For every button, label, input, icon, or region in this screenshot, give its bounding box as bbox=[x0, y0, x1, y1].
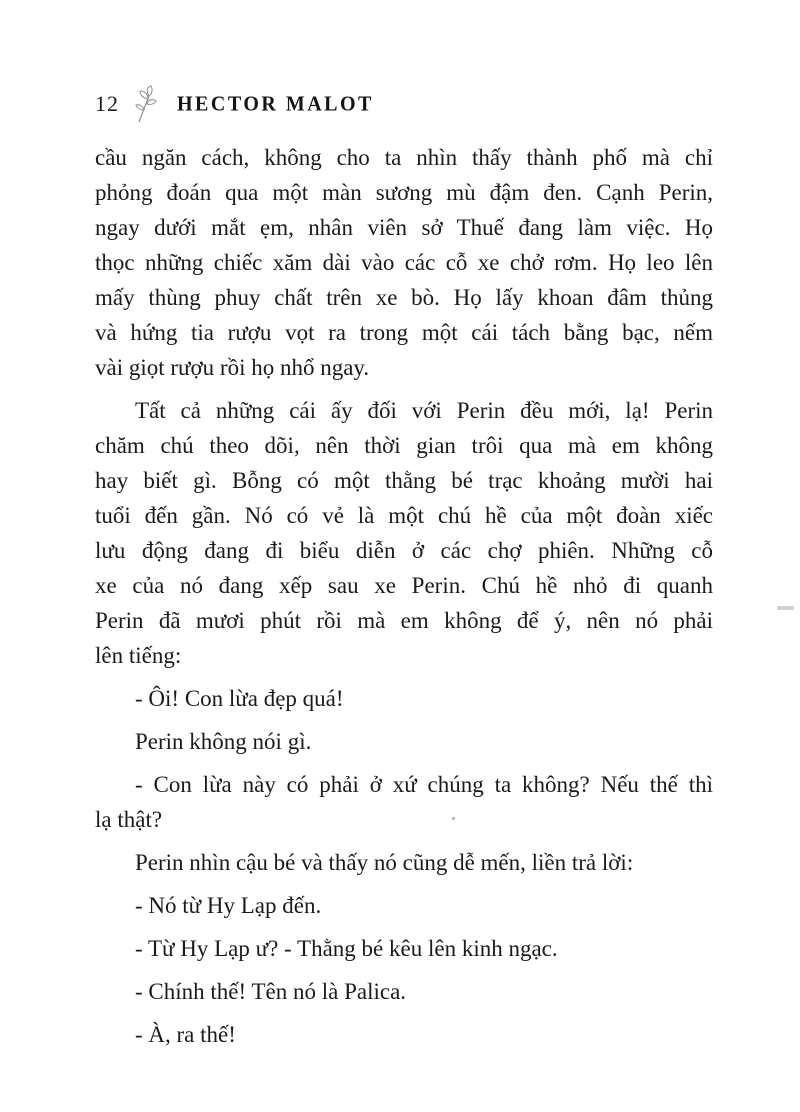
paragraph bbox=[95, 681, 713, 716]
text-line: - À, ra thế! bbox=[135, 1022, 236, 1047]
leaf-sprig-icon bbox=[133, 84, 159, 124]
text-line: vài giọt rượu rồi họ nhổ ngay. bbox=[95, 355, 370, 380]
paragraph bbox=[95, 845, 713, 880]
text-line: Perin nhìn cậu bé và thấy nó cũng dễ mến, liền trả lời: bbox=[135, 850, 634, 875]
text-line: và hứng tia rượu vọt ra trong một cái tách bằng bạc, nếm bbox=[95, 320, 713, 345]
text-line: cầu ngăn cách, không cho ta nhìn thấy thành phố mà chỉ bbox=[95, 145, 713, 170]
text-line: thọc những chiếc xăm dài vào các cỗ xe chở rơm. Họ leo lên bbox=[95, 250, 713, 275]
header-author-title: HECTOR MALOT bbox=[177, 91, 374, 116]
text-line: lưu động đang đi biểu diễn ở các chợ phiên. Những cỗ bbox=[95, 538, 713, 563]
paragraph bbox=[95, 888, 713, 923]
body-text bbox=[95, 140, 713, 1052]
text-line: xe của nó đang xếp sau xe Perin. Chú hề nhỏ đi quanh bbox=[95, 573, 713, 598]
text-line: - Nó từ Hy Lạp đến. bbox=[135, 893, 322, 918]
scan-artifact-dot bbox=[452, 817, 455, 820]
text-line: chăm chú theo dõi, nên thời gian trôi qua mà em không bbox=[95, 433, 713, 458]
paragraph bbox=[95, 724, 713, 759]
text-line: tuổi đến gần. Nó có vẻ là một chú hề của một đoàn xiếc bbox=[95, 503, 713, 528]
paragraph bbox=[95, 931, 713, 966]
paragraph bbox=[95, 1017, 713, 1052]
text-line: Perin đã mươi phút rồi mà em không để ý, nên nó phải bbox=[95, 608, 713, 633]
text-line: Perin không nói gì. bbox=[135, 729, 312, 754]
paragraph bbox=[95, 140, 713, 385]
paragraph bbox=[95, 767, 713, 837]
text-line: - Con lừa này có phải ở xứ chúng ta không? Nếu thế thì bbox=[135, 772, 713, 797]
paragraph bbox=[95, 393, 713, 673]
scan-artifact-dash bbox=[777, 606, 794, 610]
text-line: lên tiếng: bbox=[95, 643, 182, 668]
text-line: phỏng đoán qua một màn sương mù đậm đen. Cạnh Perin, bbox=[95, 180, 713, 205]
paragraph bbox=[95, 974, 713, 1009]
text-line: lạ thật? bbox=[95, 807, 163, 832]
text-line: hay biết gì. Bỗng có một thằng bé trạc khoảng mười hai bbox=[95, 468, 713, 493]
text-line: mấy thùng phuy chất trên xe bò. Họ lấy khoan đâm thủng bbox=[95, 285, 713, 310]
page-number: 12 bbox=[95, 91, 119, 116]
text-line: ngay dưới mắt ẹm, nhân viên sở Thuế đang làm việc. Họ bbox=[95, 215, 713, 240]
text-line: Tất cả những cái ấy đối với Perin đều mới, lạ! Perin bbox=[135, 398, 713, 423]
text-line: - Từ Hy Lạp ư? - Thằng bé kêu lên kinh ngạc. bbox=[135, 936, 558, 961]
text-line: - Ôi! Con lừa đẹp quá! bbox=[135, 686, 344, 711]
page-header bbox=[95, 84, 374, 124]
text-line: - Chính thế! Tên nó là Palica. bbox=[135, 979, 407, 1004]
